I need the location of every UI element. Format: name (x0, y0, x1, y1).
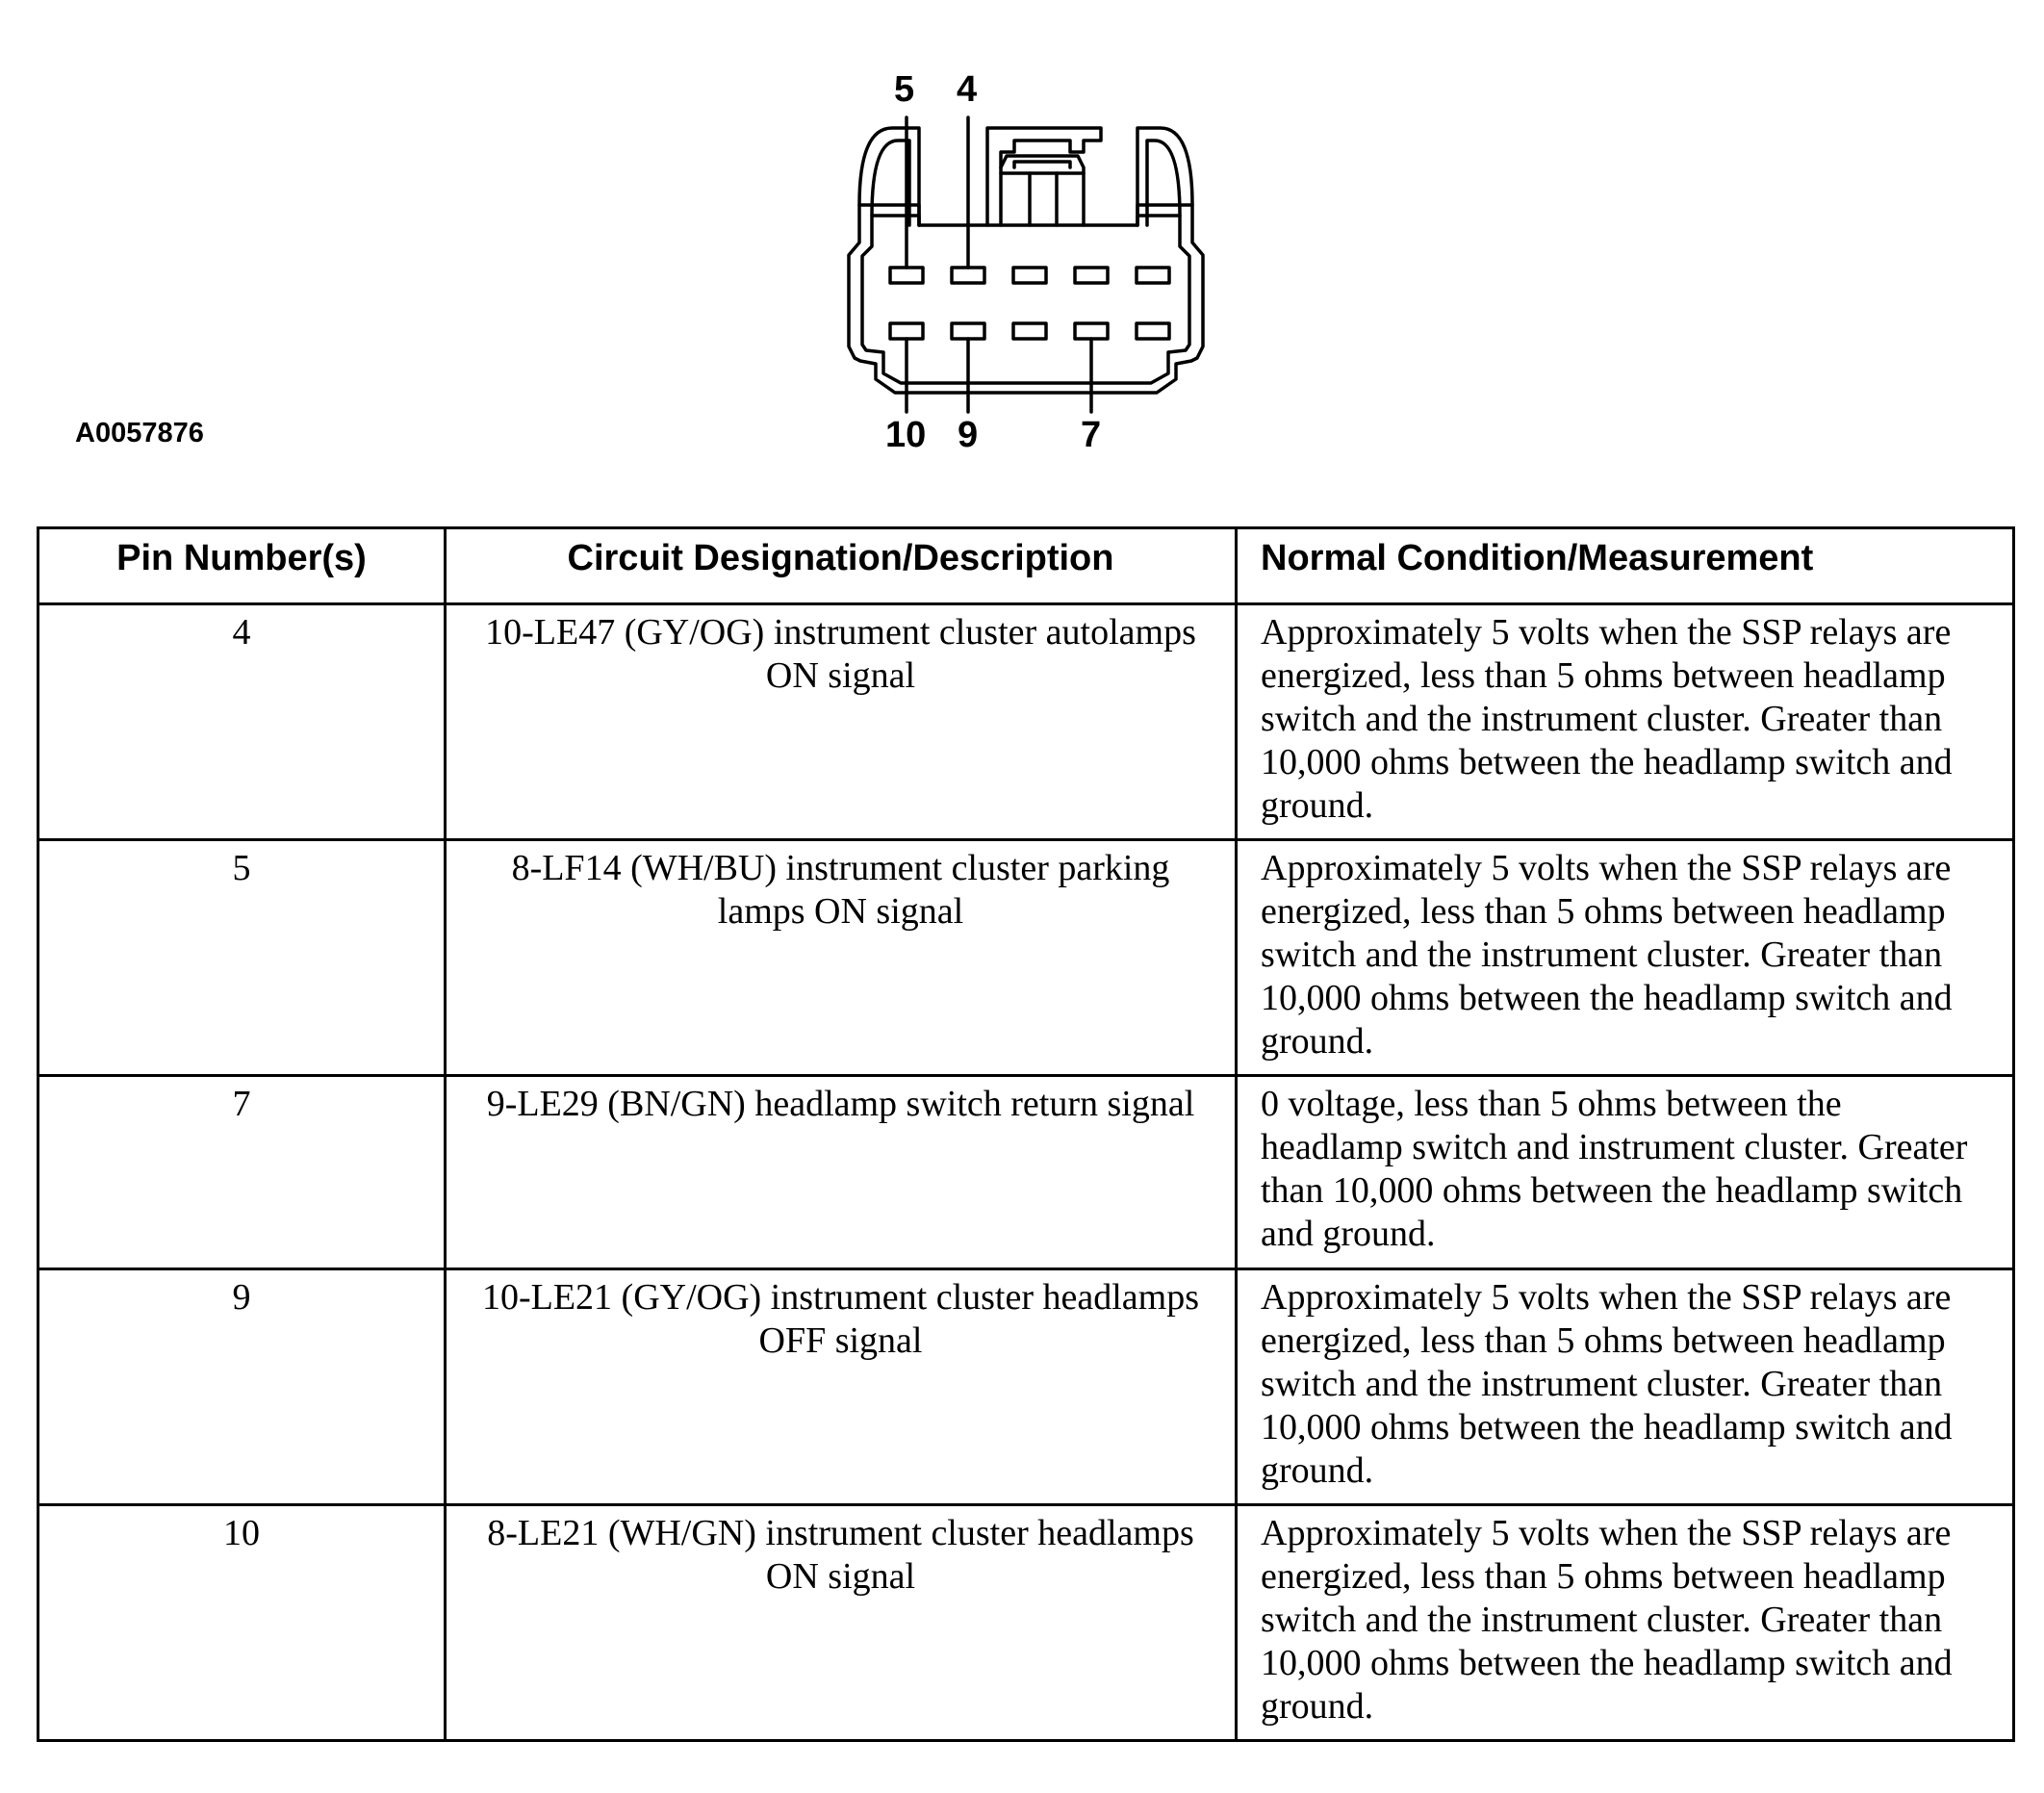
cell-pin: 4 (38, 604, 446, 840)
terminal-cavity (952, 268, 984, 283)
cell-circuit: 10-LE21 (GY/OG) instrument cluster headlamps OFF signal (446, 1269, 1237, 1505)
terminal-cavity (1075, 323, 1108, 339)
header-condition: Normal Condition/Measurement (1237, 528, 2014, 604)
cell-pin: 10 (38, 1505, 446, 1741)
terminal-cavity (890, 323, 923, 339)
connector-housing-outline (849, 205, 1203, 393)
cell-condition: Approximately 5 volts when the SSP relays are energized, less than 5 ohms between headlamp switch and the instrument cluster. Greater than 10,000 ohms between the headlamp switch and ground. (1237, 1269, 2014, 1505)
pin-label-10: 10 (885, 415, 927, 455)
cell-circuit: 9-LE29 (BN/GN) headlamp switch return signal (446, 1076, 1237, 1269)
cell-condition: 0 voltage, less than 5 ohms between the headlamp switch and instrument cluster. Greater than 10,000 ohms between the headlamp switch and ground. (1237, 1076, 2014, 1269)
connector-figure (0, 0, 2044, 520)
header-circuit: Circuit Designation/Description (446, 528, 1237, 604)
cell-circuit: 8-LF14 (WH/BU) instrument cluster parking lamps ON signal (446, 840, 1237, 1076)
terminal-cavity (890, 268, 923, 283)
cell-condition: Approximately 5 volts when the SSP relays are energized, less than 5 ohms between headlamp switch and the instrument cluster. Greater than 10,000 ohms between the headlamp switch and ground. (1237, 1505, 2014, 1741)
cell-condition: Approximately 5 volts when the SSP relays are energized, less than 5 ohms between headlamp switch and the instrument cluster. Greater than 10,000 ohms between the headlamp switch and ground. (1237, 604, 2014, 840)
terminal-cavity (1075, 268, 1108, 283)
connector-top-rim-inner (872, 141, 909, 225)
cell-circuit: 10-LE47 (GY/OG) instrument cluster autolamps ON signal (446, 604, 1237, 840)
pin-label-9: 9 (958, 415, 979, 455)
terminal-cavity (1013, 323, 1046, 339)
table-row (38, 840, 2014, 1076)
pin-label-4: 4 (957, 69, 978, 110)
connector-drawing (0, 0, 2044, 520)
terminal-cavity (1137, 268, 1169, 283)
figure-id: A0057876 (75, 418, 204, 448)
terminal-cavity (1013, 268, 1046, 283)
pin-chart-table (37, 526, 2015, 1742)
connector-top-rim-inner-right (1147, 141, 1180, 225)
table-header-row (38, 528, 2014, 604)
terminal-cavity (1137, 323, 1169, 339)
table-row (38, 1505, 2014, 1741)
table-row (38, 604, 2014, 840)
pin-label-5: 5 (894, 69, 915, 110)
cell-circuit: 8-LE21 (WH/GN) instrument cluster headlamps ON signal (446, 1505, 1237, 1741)
cell-pin: 9 (38, 1269, 446, 1505)
cell-pin: 7 (38, 1076, 446, 1269)
cell-pin: 5 (38, 840, 446, 1076)
pin-label-7: 7 (1081, 415, 1102, 455)
terminal-cavity (952, 323, 984, 339)
table-row (38, 1269, 2014, 1505)
table-row (38, 1076, 2014, 1269)
header-pin-number: Pin Number(s) (38, 528, 446, 604)
terminal-row-top (890, 268, 1169, 283)
terminal-row-bottom (890, 323, 1169, 339)
connector-latch-tab-ridge (1014, 162, 1070, 167)
connector-housing-inner (862, 216, 1189, 383)
cell-condition: Approximately 5 volts when the SSP relays are energized, less than 5 ohms between headlamp switch and the instrument cluster. Greater than 10,000 ohms between the headlamp switch and ground. (1237, 840, 2014, 1076)
